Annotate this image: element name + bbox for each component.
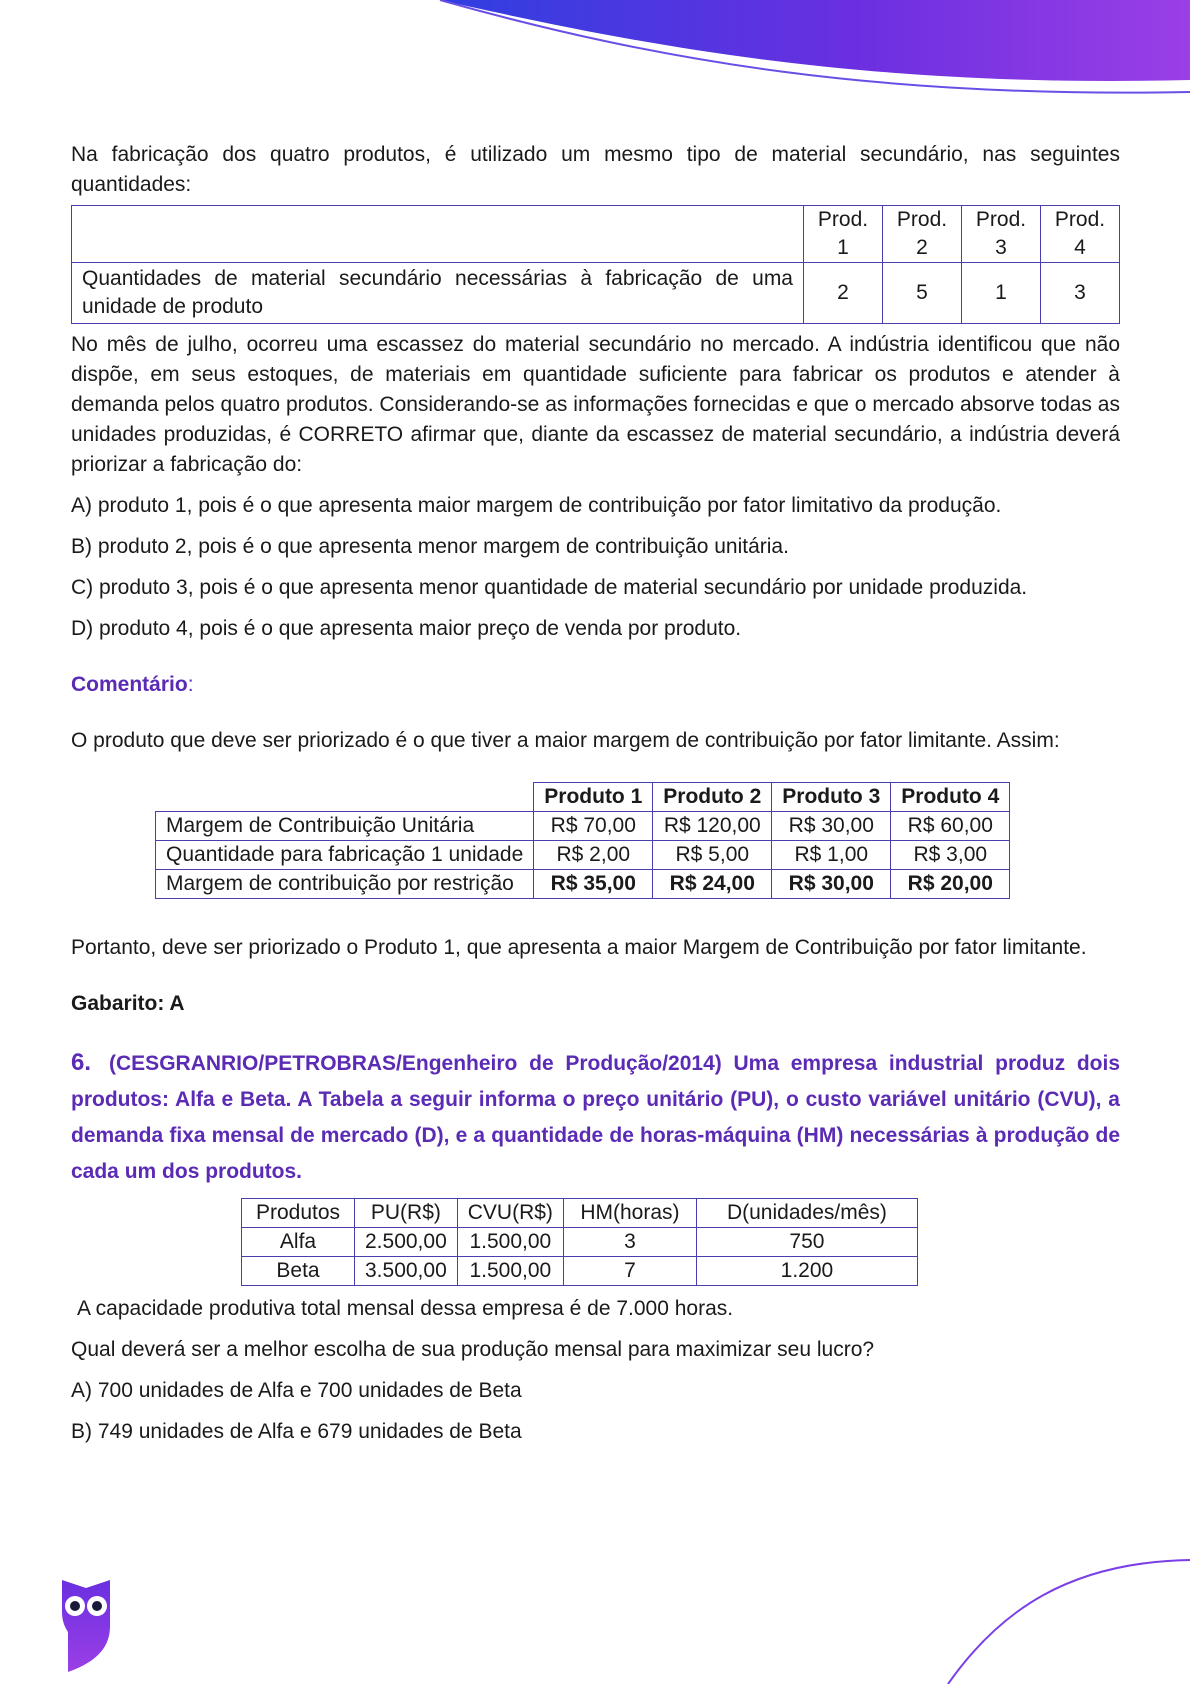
- table-cell-empty: [72, 206, 804, 263]
- table-cell: R$ 24,00: [653, 870, 772, 899]
- table-cell: 2.500,00: [355, 1228, 458, 1257]
- table-header: Produto 2: [653, 783, 772, 812]
- table-header: D(unidades/mês): [696, 1199, 917, 1228]
- comment-label: Comentário: [71, 673, 188, 696]
- table-cell: 3: [1041, 263, 1120, 324]
- conclusion-paragraph: Portanto, deve ser priorizado o Produto 1, que apresenta a maior Margem de Contribuição por fator limitante.: [71, 936, 1087, 959]
- table-header: Produto 1: [534, 783, 653, 812]
- table-row-label: Quantidade para fabricação 1 unidade: [156, 841, 534, 870]
- option-a: A) produto 1, pois é o que apresenta maior margem de contribuição por fator limitativo da produção.: [71, 494, 1002, 517]
- table-cell: Beta: [242, 1257, 355, 1286]
- table-header: Prod. 2: [883, 206, 962, 263]
- capacity-text: A capacidade produtiva total mensal dessa empresa é de 7.000 horas.: [77, 1297, 734, 1320]
- table-cell: 3.500,00: [355, 1257, 458, 1286]
- header-wave-decoration: [0, 0, 1190, 110]
- table-header: Prod. 4: [1041, 206, 1120, 263]
- question-prompt: Qual deverá ser a melhor escolha de sua produção mensal para maximizar seu lucro?: [71, 1338, 875, 1361]
- question-number: 6.: [71, 1049, 92, 1076]
- table-row: [156, 812, 1010, 841]
- table-cell: R$ 60,00: [891, 812, 1010, 841]
- table-cell: R$ 120,00: [653, 812, 772, 841]
- table-header: HM(horas): [563, 1199, 696, 1228]
- table-header: PU(R$): [355, 1199, 458, 1228]
- answer-key: Gabarito: A: [71, 992, 185, 1015]
- table-header: Produtos: [242, 1199, 355, 1228]
- comment-text: O produto que deve ser priorizado é o que tiver a maior margem de contribuição por fator limitante. Assim:: [71, 729, 1060, 752]
- table-row: [242, 1199, 918, 1228]
- table-header: Produto 4: [891, 783, 1010, 812]
- table-cell-empty: [156, 783, 534, 812]
- question-6-statement: [71, 1045, 1120, 1190]
- intro-paragraph: Na fabricação dos quatro produtos, é utilizado um mesmo tipo de material secundário, nas seguintes quantidades:: [71, 143, 1120, 196]
- option-b: B) 749 unidades de Alfa e 679 unidades de Beta: [71, 1420, 522, 1443]
- table-cell: R$ 1,00: [772, 841, 891, 870]
- table-cell: 2: [804, 263, 883, 324]
- table-cell: R$ 30,00: [772, 812, 891, 841]
- contribution-margin-table: [155, 782, 1010, 899]
- table-cell: R$ 5,00: [653, 841, 772, 870]
- comment-heading: [71, 670, 1120, 700]
- table-row: [242, 1228, 918, 1257]
- table-header: CVU(R$): [457, 1199, 563, 1228]
- page-content: [71, 140, 1120, 1447]
- table-cell: R$ 30,00: [772, 870, 891, 899]
- owl-logo-icon: [56, 1576, 116, 1672]
- table-row-label: Margem de contribuição por restrição: [156, 870, 534, 899]
- option-c: C) produto 3, pois é o que apresenta menor quantidade de material secundário por unidade produzida.: [71, 576, 1028, 599]
- table-cell: R$ 3,00: [891, 841, 1010, 870]
- table-header: Prod. 1: [804, 206, 883, 263]
- table-cell: R$ 2,00: [534, 841, 653, 870]
- material-quantity-table: [71, 205, 1120, 324]
- table-cell: R$ 70,00: [534, 812, 653, 841]
- option-a: A) 700 unidades de Alfa e 700 unidades de Beta: [71, 1379, 522, 1402]
- option-b: B) produto 2, pois é o que apresenta menor margem de contribuição unitária.: [71, 535, 789, 558]
- scenario-paragraph: No mês de julho, ocorreu uma escassez do material secundário no mercado. A indústria identificou que não dispõe, em seus estoques, de materiais em quantidade suficiente para fabricar os produtos e atender à demanda pelos quatro produtos. Considerando-se as informações fornecidas e que o mercado absorve todas as unidades produzidas, é CORRETO afirmar que, diante da escassez de material secundário, a indústria deverá priorizar a fabricação do:: [71, 333, 1120, 476]
- table-cell: R$ 35,00: [534, 870, 653, 899]
- table-cell: 5: [883, 263, 962, 324]
- table-cell: 1.500,00: [457, 1257, 563, 1286]
- table-header: Prod. 3: [962, 206, 1041, 263]
- table-row: [156, 870, 1010, 899]
- table-cell: 7: [563, 1257, 696, 1286]
- table-cell: R$ 20,00: [891, 870, 1010, 899]
- comment-colon: :: [187, 673, 194, 696]
- table-row: [72, 263, 1120, 324]
- table-row: [72, 206, 1120, 263]
- table-cell: Alfa: [242, 1228, 355, 1257]
- alfa-beta-table: [241, 1198, 918, 1286]
- table-header: Produto 3: [772, 783, 891, 812]
- table-row-label: Quantidades de material secundário necessárias à fabricação de uma unidade de produto: [72, 263, 804, 324]
- question-text: (CESGRANRIO/PETROBRAS/Engenheiro de Produção/2014) Uma empresa industrial produz dois produtos: Alfa e Beta. A Tabela a seguir informa o preço unitário (PU), o custo variável unitário (CVU), a demanda fixa mensal de mercado (D), e a quantidade de horas-máquina (HM) necessárias à produção de cada um dos produtos.: [71, 1052, 1120, 1183]
- table-row: [242, 1257, 918, 1286]
- table-row-label: Margem de Contribuição Unitária: [156, 812, 534, 841]
- table-cell: 750: [696, 1228, 917, 1257]
- table-cell: 1.200: [696, 1257, 917, 1286]
- table-cell: 3: [563, 1228, 696, 1257]
- table-row: [156, 783, 1010, 812]
- table-cell: 1.500,00: [457, 1228, 563, 1257]
- table-row: [156, 841, 1010, 870]
- option-d: D) produto 4, pois é o que apresenta maior preço de venda por produto.: [71, 617, 742, 640]
- table-cell: 1: [962, 263, 1041, 324]
